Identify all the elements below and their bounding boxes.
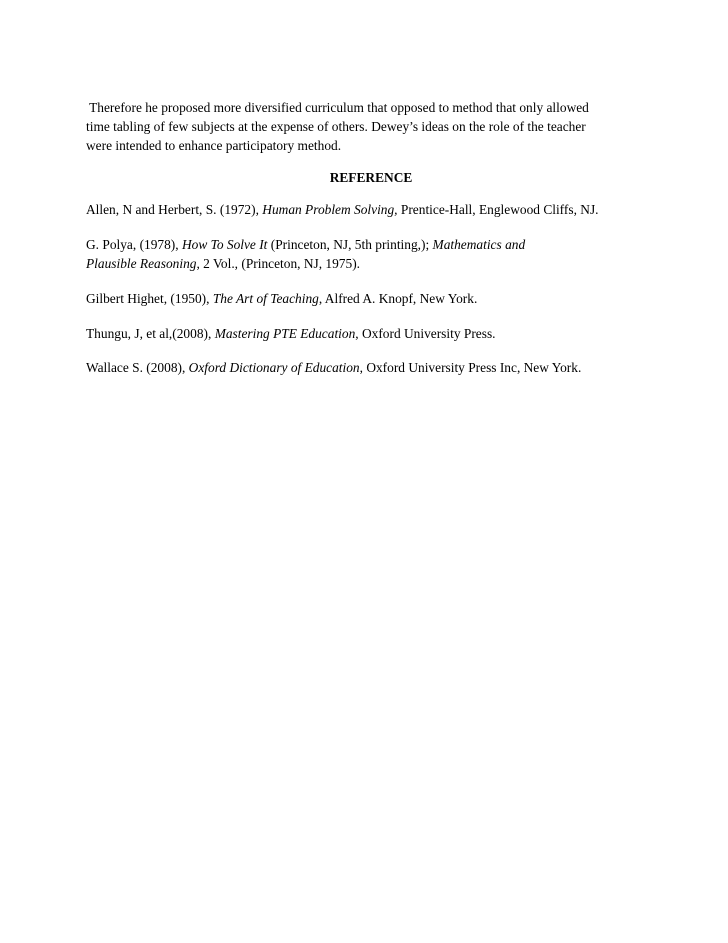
reference-text: G. Polya, (1978), [86, 237, 182, 252]
reference-text: (Princeton, NJ, 5th printing,); [267, 237, 433, 252]
reference-line [86, 235, 646, 254]
reference-entry [86, 289, 646, 308]
reference-title: Mathematics and [432, 237, 526, 252]
reference-title: Plausible Reasoning [86, 256, 197, 271]
reference-entry [86, 324, 646, 343]
reference-title: Mastering PTE Education [214, 326, 356, 341]
paragraph-line: Therefore he proposed more diversified curriculum that opposed to method that only allowed [86, 100, 589, 115]
reference-title: The Art of Teaching [212, 291, 319, 306]
reference-text: Wallace S. (2008), [86, 360, 189, 375]
reference-entry [86, 200, 646, 219]
body-paragraph [86, 98, 646, 155]
reference-title: Human Problem Solving, [262, 202, 398, 217]
paragraph-line: were intended to enhance participatory method. [86, 138, 342, 153]
reference-text: Thungu, J, et al,(2008), [86, 326, 215, 341]
reference-title: Oxford Dictionary of Education [188, 360, 360, 375]
reference-title: How To Solve It [181, 237, 268, 252]
reference-text: Allen, N and Herbert, S. (1972), [86, 202, 263, 217]
reference-text: Prentice-Hall, Englewood Cliffs, NJ. [397, 202, 599, 217]
reference-line [86, 254, 646, 273]
reference-text: , Oxford University Press Inc, New York. [359, 360, 582, 375]
reference-text: , 2 Vol., (Princeton, NJ, 1975). [196, 256, 361, 271]
reference-text: , Oxford University Press. [355, 326, 496, 341]
paragraph-line: time tabling of few subjects at the expense of others. Dewey’s ideas on the role of the teacher [86, 119, 586, 134]
reference-heading: REFERENCE [329, 170, 413, 185]
page-content [86, 98, 646, 377]
reference-text: , Alfred A. Knopf, New York. [318, 291, 478, 306]
reference-text: Gilbert Highet, (1950), [86, 291, 213, 306]
reference-entry [86, 235, 646, 273]
reference-entry [86, 358, 646, 377]
